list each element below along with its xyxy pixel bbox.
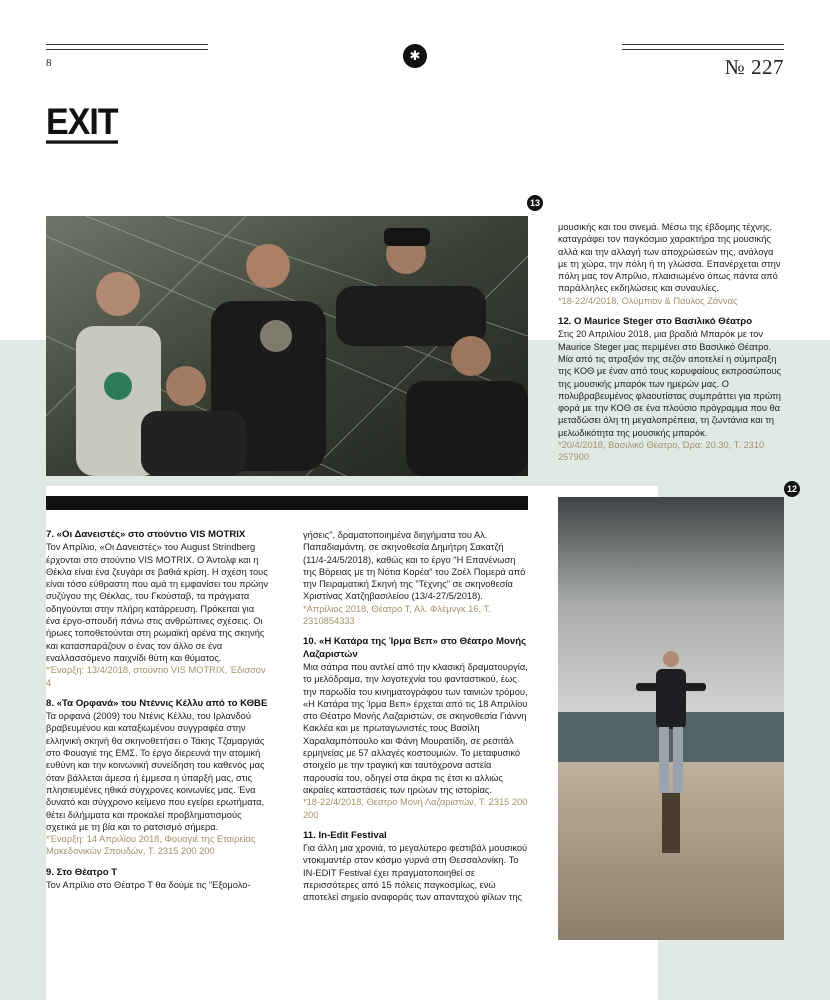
section-title: EXIT [46,100,118,143]
article-11-continued: μουσικής και του σινεμά. Μέσω της έβδομης τέχνης, καταγράφει τον παγκόσμιο χαρακτήρα της μουσικής αλλά και την αλλαγή των αποχρώσεών της, ανάλογα με τη χώρα, την πόλη ή τη γλώσσα. Επανέρχεται στην πόλη μας τον Απρίλιο, πλαισιωμένο όπως πάντα από παράλληλες εκδηλώσεις και συναυλίες. [558,222,781,294]
header-rule-right [622,44,784,50]
article-11-title: 11. In-Edit Festival [303,829,387,841]
header-rule-left [46,44,208,50]
musician-beach-photo [558,497,784,940]
article-12-title: 12. Ο Maurice Steger στο Βασιλικό Θέατρο [558,316,753,328]
article-8-body: Τα ορφανά (2009) του Ντένις Κέλλυ, του Ιρλανδού βραβευμένου και καταξιωμένου συγγραφέα στην ελληνική σκηνή θα σκηνοθετήσει ο Τάκης Τζαμαργιάς στο Φουαγιέ της ΕΜΣ. Το έργο διερευνά την ατομική ευθύνη και την κοινωνική συνείδηση του καθενός μας όταν βάλλεται άμεσα ή έμμεσα η ύπαρξή μας, στις πλησιευμένες ηθικά σύγχρονες κοινωνίες μας. Ένα δυνατό και σύγχρονο κείμενο που εγείρει ερωτήματα, θέτει διλήμματα και προκαλεί προβληματισμούς σχετικά με τη βία και το ρατσισμό σήμερα. [46,711,265,832]
article-9-body: Τον Απρίλιο στο Θέατρο Τ θα δούμε τις "Εξομολο- [46,880,251,891]
article-10-title: 10. «Η Κατάρα της Ίρμα Βεπ» στο Θέατρο Μονής Λαζαριστών [303,636,527,660]
article-9-continued: γήσεις", δραματοποιημένα διηγήματα του Αλ. Παπαδιαμάντη, σε σκηνοθεσία Δημήτρη Σακατζή (11/4-24/5/2018), καθώς και το έργο "Η Επανένωση της Βόρειας με τη Νότια Κορέα" του Ζοέλ Πομερά από την Πειραματική Σκηνή της "Τέχνης" σε σκηνοθεσία Χριστίνας Χατζηβασιλείου (13/4-27/5/2018). [303,530,526,602]
issue-number: № 227 [724,55,784,79]
column-3 [558,221,784,464]
article-7-meta: *Έναρξη: 13/4/2018, στούντιο VIS MOTRIX, Έδισσον 4 [46,665,266,688]
article-12-body: Στις 20 Απριλίου 2018, μια βραδιά Μπαρόκ με τον Maurice Steger μας περιμένει στο Βασιλικό Θέατρο. Μία από τις ατραξιόν της σεζόν αποτελεί η σύμπραξη της ΚΟΘ με έναν από τους κορυφαίους εκπροσώπους της μουσικής μπαρόκ των ημερών μας. Ο πολυβραβευμένος φλαουτίστας συμπράττει για πρώτη φορά με την ΚΟΘ σε ένα πλούσιο πρόγραμμα που θα μεταδώσει όλη τη μεγαλοπρέπεια, τη ζωντάνια και τη μελωδικότητα της μουσικής μπαρόκ. [558,329,782,438]
article-8-title: 8. «Τα Ορφανά» του Ντέννις Κέλλυ από το ΚΘΒΕ [46,697,268,709]
article-12-meta: *20/4/2018, Βασιλικό Θέατρο, Ώρα: 20.30, Τ. 2310 257900 [558,440,765,463]
article-11-body: Για άλλη μια χρονιά, το μεγαλύτερο φεστιβάλ μουσικού ντοκιμαντέρ στον κόσμο γυρνά στη Θεσσαλονίκη. Το IN-EDIT Festival έχει πραγματοποιηθεί σε περισσότερες από 15 πόλεις παγκοσμίως, ενώ αποτελεί σημείο αναφοράς των απανταχού φίλων της [303,843,528,903]
star-badge-icon: ✱ [403,44,427,68]
page-number: 8 [46,57,52,69]
article-11-meta: *18-22/4/2018, Ολύμπιον & Παύλος Ζάννας [558,295,738,306]
article-10-body: Μια σάτιρα που αντλεί από την κλασική δραματουργία, το μελόδραμα, την λογοτεχνία του φανταστικού, έως την παρωδία του κινηματογράφου των ταινιών τρόμου, «Η Κατάρα της Ίρμα Βεπ» έρχεται από τις 18 Απριλίου στο Θέατρο Μονής Λαζαριστών, σε σκηνοθεσία Γιάννη Κακλέα και με πρωταγωνιστές τους Βασίλη Χαραλαμπόπουλο και Φάνη Μουρατίδη, σε ρεσιτάλ ερμηνείας με 57 αλλαγές κοστουμιών. Το μεταφυσικό στοιχείο με την τραγική και ταυτόχρονα αστεία παρουσία του, οδηγεί στα άκρα τις έτσι κι αλλιώς ακραίες καταστάσεις των ηρώων της ιστορίας. [303,661,528,795]
band-photo [46,216,528,476]
musician-beach-image [558,497,784,940]
article-9-title: 9. Στο Θέατρο Τ [46,866,118,878]
photo-number-12: 12 [784,481,800,497]
article-8-meta: *Έναρξη: 14 Απριλίου 2018, Φουαγιέ της Εταιρείας Μακεδονικών Σπουδών, Τ. 2315 200 200 [46,834,256,857]
photo-caption-bar [46,496,528,510]
article-9-meta: *Απρίλιος 2018, Θέατρο Τ, Αλ. Φλέμνγκ 16, Τ. 2310854333 [303,603,491,627]
column-2 [303,529,528,904]
photo-number-13: 13 [527,195,543,211]
article-10-meta: *18-22/4/2018, Θέατρο Μονή Λαζαριστών, Τ. 2315 200 200 [303,797,528,820]
article-7-title: 7. «Οι Δανειστές» στο στούντιο VIS MOTRIX [46,529,246,540]
band-photo-image [46,216,528,476]
article-7-body: Τον Απρίλιο, «Οι Δανειστές» του August Strindberg έρχονται στο στούντιο VIS MOTRIX. Ο Άντολφ και η Θέκλα είναι ένα ζευγάρι σε βαθιά κρίση. Η σχέση τους είναι τόσο εύθραστη που αμά τη εμφανίσει του πρώην συζύγου της Θέκλας, του Γκούσταβ, τα πράγματα οδηγούνται στην πλήρη κατάρρευση. Πρόκειται για ένα έργο-σπουδή πάνω στις ανθρώπινες σχέσεις. Οι ήρωες τοποθετούνται στη ρωμαϊκή αρένα της σκηνής και κατασπαράζουν ο ένας τον άλλο σε ένα εναλλασσόμενο παιχνίδι θύτη και θύματος. [46,542,268,663]
column-1 [46,529,268,891]
